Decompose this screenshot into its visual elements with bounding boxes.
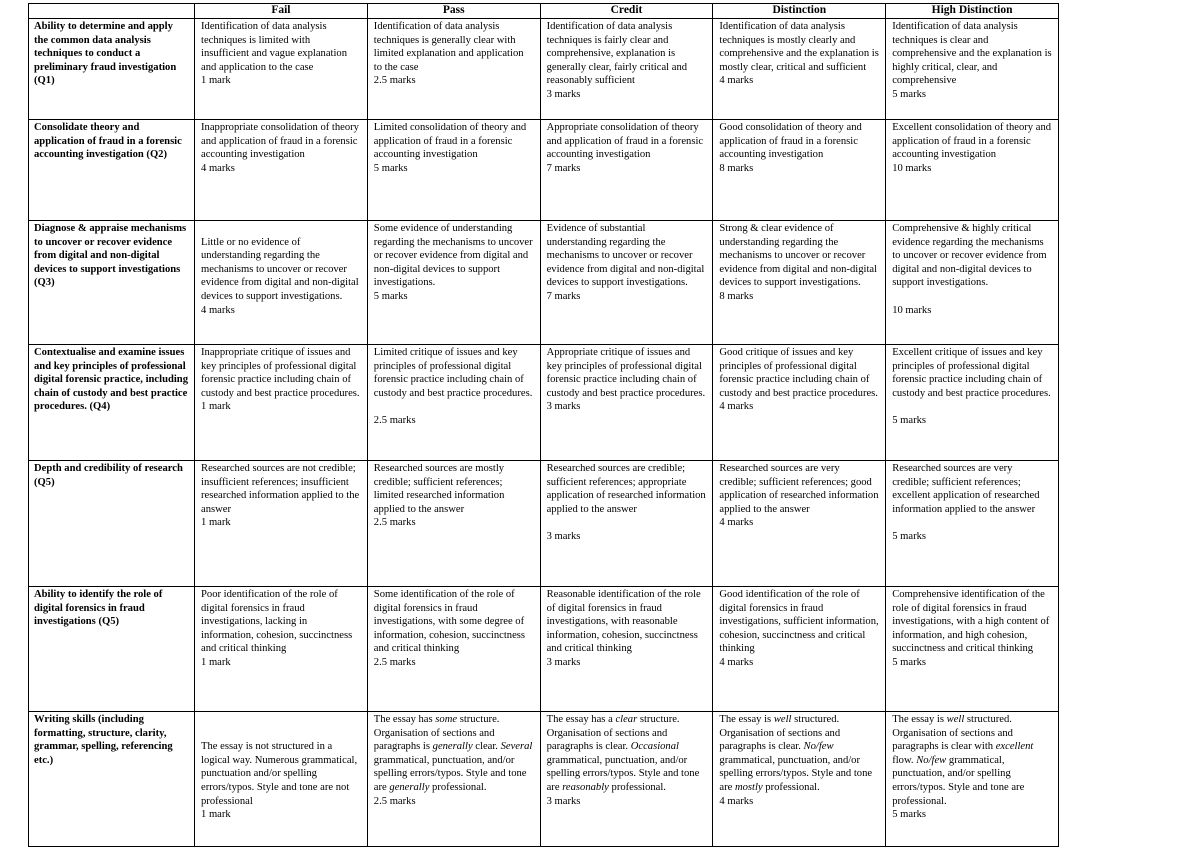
marks-label: 2.5 marks (373, 795, 416, 807)
rubric-cell-high-distinction: Researched sources are very credible; sufficient references; excellent application of researched information applied to the answer 5 marks (886, 461, 1059, 587)
rubric-row-q5-role (29, 587, 1059, 712)
marks-label: 2.5 marks (373, 517, 416, 529)
rubric-cell-high-distinction: The essay is well structured. Organisation of sections and paragraphs is clear with excellent flow. No/few grammatical, punctuation, and/or spelling errors/typos. Style and tone are professional. 5 marks (886, 712, 1059, 847)
rubric-cell-pass: Identification of data analysis techniques is generally clear with limited explanation and application to the case 2.5 marks (367, 19, 540, 120)
header-pass: Pass (367, 4, 540, 19)
marks-label: 3 marks (546, 530, 581, 542)
rubric-cell-distinction: Identification of data analysis techniques is mostly clearly and comprehensive and the explanation is mostly clear, critical and sufficient 4 marks (713, 19, 886, 120)
rubric-cell-pass: Some evidence of understanding regarding the mechanisms to uncover or recover evidence from digital and non-digital devices to support investigations. 5 marks (367, 221, 540, 345)
marks-label: 4 marks (201, 162, 235, 174)
marks-label: 4 marks (719, 795, 754, 807)
rubric-cell-distinction: The essay is well structured. Organisation of sections and paragraphs is clear. No/few grammatical, punctuation, and/or spelling errors/typos. Style and tone are mostly professional. 4 marks (713, 712, 886, 847)
marks-label: 2.5 marks (373, 656, 416, 668)
rubric-cell-fail: Identification of data analysis techniques is limited with insufficient and vague explanation and application to the case 1 mark (195, 19, 368, 120)
rubric-cell-credit: Reasonable identification of the role of digital forensics in fraud investigations, with reasonable information, cohesion, succinctness and critical thinking 3 marks (540, 587, 713, 712)
marks-label: 3 marks (546, 795, 581, 807)
marks-label: 3 marks (546, 656, 581, 668)
marks-label: 5 marks (892, 88, 927, 100)
criterion-cell: Ability to identify the role of digital forensics in fraud investigations (Q5) (29, 587, 195, 712)
marks-label: 5 marks (892, 414, 927, 426)
rubric-cell-credit: Researched sources are credible; sufficient references; appropriate application of researched information applied to the answer 3 marks (540, 461, 713, 587)
marks-label: 5 marks (892, 530, 927, 542)
marks-label: 5 marks (892, 656, 927, 668)
rubric-cell-distinction: Strong & clear evidence of understanding regarding the mechanisms to uncover or recover evidence from digital and non-digital devices to support investigations. 8 marks (713, 221, 886, 345)
rubric-cell-fail: Little or no evidence of understanding regarding the mechanisms to uncover or recover evidence from digital and non-digital devices to support investigations. 4 marks (195, 221, 368, 345)
rubric-cell-high-distinction: Excellent consolidation of theory and application of fraud in a forensic accounting investigation 10 marks (886, 120, 1059, 221)
marks-label: 1 mark (201, 75, 231, 87)
rubric-cell-distinction: Good identification of the role of digital forensics in fraud investigations, sufficient information, cohesion, succinctness and critical thinking 4 marks (713, 587, 886, 712)
marks-label: 4 marks (719, 517, 754, 529)
rubric-cell-credit: The essay has a clear structure. Organisation of sections and paragraphs is clear. Occasional grammatical, punctuation, and/or spelling errors/typos. Style and tone are reasonably professional. 3 marks (540, 712, 713, 847)
header-distinction: Distinction (713, 4, 886, 19)
marks-label: 2.5 marks (373, 75, 416, 87)
marks-label: 4 marks (719, 401, 754, 413)
criterion-cell: Consolidate theory and application of fraud in a forensic accounting investigation (Q2) (29, 120, 195, 221)
marks-label: 7 marks (546, 162, 581, 174)
rubric-row-q3 (29, 221, 1059, 345)
marking-rubric-table (28, 3, 1059, 847)
marks-label: 5 marks (892, 809, 927, 821)
marks-label: 3 marks (546, 401, 581, 413)
marks-label: 5 marks (373, 290, 408, 302)
rubric-cell-high-distinction: Comprehensive identification of the role of digital forensics in fraud investigations, with a high content of information, and high cohesion, succinctness and critical thinking 5 marks (886, 587, 1059, 712)
marks-label: 1 mark (201, 401, 231, 413)
header-high-distinction: High Distinction (886, 4, 1059, 19)
marks-label: 3 marks (546, 88, 581, 100)
rubric-row-writing (29, 712, 1059, 847)
rubric-cell-pass: The essay has some structure. Organisation of sections and paragraphs is generally clear. Several grammatical, punctuation, and/or spelling errors/typos. Style and tone are generally professional. 2.5 marks (367, 712, 540, 847)
rubric-cell-pass: Some identification of the role of digital forensics in fraud investigations, with some degree of information, cohesion, succinctness and critical thinking 2.5 marks (367, 587, 540, 712)
rubric-cell-credit: Evidence of substantial understanding regarding the mechanisms to uncover or recover evidence from digital and non-digital devices to support investigations. 7 marks (540, 221, 713, 345)
marks-label: 10 marks (892, 162, 932, 174)
marks-label: 4 marks (201, 304, 235, 316)
header-fail: Fail (195, 4, 368, 19)
rubric-cell-pass: Limited consolidation of theory and application of fraud in a forensic accounting investigation 5 marks (367, 120, 540, 221)
criterion-cell: Writing skills (including formatting, structure, clarity, grammar, spelling, referencing etc.) (29, 712, 195, 847)
marks-label: 1 mark (201, 517, 231, 529)
rubric-cell-fail: Inappropriate critique of issues and key principles of professional digital forensic practice including chain of custody and best practice procedures. 1 mark (195, 345, 368, 461)
marks-label: 4 marks (719, 75, 754, 87)
marks-label: 2.5 marks (373, 414, 416, 426)
rubric-cell-distinction: Good critique of issues and key principles of professional digital forensic practice including chain of custody and best practice procedures. 4 marks (713, 345, 886, 461)
rubric-cell-fail: Poor identification of the role of digital forensics in fraud investigations, lacking in information, cohesion, succinctness and critical thinking 1 mark (195, 587, 368, 712)
criterion-cell: Contextualise and examine issues and key principles of professional digital forensic practice, including chain of custody and best practice procedures. (Q4) (29, 345, 195, 461)
rubric-row-q4 (29, 345, 1059, 461)
rubric-cell-fail: Researched sources are not credible; insufficient references; insufficient researched information applied to the answer 1 mark (195, 461, 368, 587)
criterion-cell: Depth and credibility of research (Q5) (29, 461, 195, 587)
marks-label: 10 marks (892, 304, 932, 316)
header-credit: Credit (540, 4, 713, 19)
rubric-cell-high-distinction: Excellent critique of issues and key principles of professional digital forensic practice including chain of custody and best practice procedures. 5 marks (886, 345, 1059, 461)
marks-label: 7 marks (546, 290, 581, 302)
rubric-cell-credit: Appropriate critique of issues and key principles of professional digital forensic practice including chain of custody and best practice procedures. 3 marks (540, 345, 713, 461)
marks-label: 1 mark (201, 656, 231, 668)
rubric-cell-high-distinction: Comprehensive & highly critical evidence regarding the mechanisms to uncover or recover evidence from digital and non-digital devices to support investigations. 10 marks (886, 221, 1059, 345)
rubric-row-q1 (29, 19, 1059, 120)
header-criterion (29, 4, 195, 19)
criterion-cell: Diagnose & appraise mechanisms to uncover or recover evidence from digital and non-digital devices to support investigations (Q3) (29, 221, 195, 345)
rubric-cell-pass: Limited critique of issues and key principles of professional digital forensic practice including chain of custody and best practice procedures. 2.5 marks (367, 345, 540, 461)
rubric-row-q2 (29, 120, 1059, 221)
marks-label: 1 mark (201, 809, 231, 821)
marks-label: 8 marks (719, 290, 754, 302)
rubric-cell-high-distinction: Identification of data analysis techniques is clear and comprehensive and the explanation is highly critical, clear, and comprehensive 5 marks (886, 19, 1059, 120)
marks-label: 4 marks (719, 656, 754, 668)
header-row (29, 4, 1059, 19)
rubric-cell-fail: Inappropriate consolidation of theory and application of fraud in a forensic accounting investigation 4 marks (195, 120, 368, 221)
rubric-cell-pass: Researched sources are mostly credible; sufficient references; limited researched information applied to the answer 2.5 marks (367, 461, 540, 587)
marks-label: 8 marks (719, 162, 754, 174)
rubric-cell-credit: Identification of data analysis techniques is fairly clear and comprehensive, explanation is generally clear, fairly critical and reasonably sufficient 3 marks (540, 19, 713, 120)
rubric-cell-distinction: Researched sources are very credible; sufficient references; good application of researched information applied to the answer 4 marks (713, 461, 886, 587)
marks-label: 5 marks (373, 162, 408, 174)
rubric-cell-credit: Appropriate consolidation of theory and application of fraud in a forensic accounting investigation 7 marks (540, 120, 713, 221)
criterion-cell: Ability to determine and apply the common data analysis techniques to conduct a preliminary fraud investigation (Q1) (29, 19, 195, 120)
rubric-cell-distinction: Good consolidation of theory and application of fraud in a forensic accounting investigation 8 marks (713, 120, 886, 221)
rubric-row-q5-research (29, 461, 1059, 587)
rubric-cell-fail: The essay is not structured in a logical way. Numerous grammatical, punctuation and/or spelling errors/typos. Style and tone are not professional 1 mark (195, 712, 368, 847)
